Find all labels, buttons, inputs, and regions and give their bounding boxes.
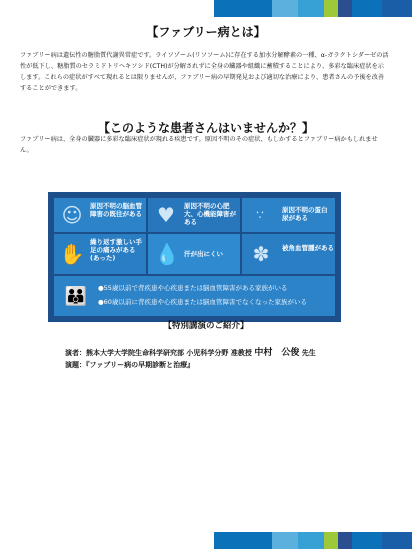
speaker-name: 中村 公俊	[254, 348, 300, 358]
speaker-line	[65, 347, 316, 359]
heart-icon: ♥	[157, 203, 175, 227]
symptom-panel	[48, 192, 341, 322]
urine-drops-icon: ∵	[256, 208, 264, 222]
symptom-cell	[242, 198, 335, 232]
family-history-line-1: ●55歳以前で背疾患や心疾患または脳血管障害がある家族がいる	[98, 284, 288, 292]
body-rash-icon: ✽	[252, 242, 270, 266]
symptom-label: 原因不明の心肥大、心機能障害がある	[184, 202, 236, 226]
lecture-topic: 演題：『ファブリー病の早期診断と治療』	[65, 361, 195, 369]
symptom-cell	[54, 198, 146, 232]
patients-description: ファブリー病は、全身の臓器に多彩な臨床症状が現れる疾患です。原因不明のその症状、もしかするとファブリー病かもしれません。	[20, 136, 378, 154]
symptom-label: 原因不明の脳血管障害の既往がある	[90, 202, 142, 218]
symptom-cell	[148, 198, 240, 232]
bottom-color-bar	[214, 532, 412, 549]
symptom-label: 繰り返す激しい手足の痛みがある(あった)	[90, 238, 142, 262]
speaker-affiliation: 演者：熊本大学大学院生命科学研究部 小児科学分野 准教授	[65, 349, 252, 357]
family-icon: 👪	[64, 285, 88, 307]
family-history-line-2: ●60歳以前に背疾患や心疾患または脳血管障害でなくなった家族がいる	[98, 298, 307, 306]
lecture-section-title: 【特別講演のご紹介】	[163, 321, 249, 331]
fabry-section-title: 【ファブリー病とは】	[146, 25, 266, 39]
hand-pain-icon: ✋	[59, 242, 85, 266]
symptom-cell	[54, 234, 146, 274]
speaker-honorific: 先生	[301, 349, 316, 357]
symptom-label: 汗が出にくい	[184, 250, 223, 258]
patients-section-title: 【このような患者さんはいませんか？】	[97, 121, 314, 135]
top-color-bar	[214, 0, 412, 17]
family-history-cell	[54, 276, 335, 316]
brain-icon: ☺	[61, 203, 83, 227]
sweat-drop-icon: 💧	[154, 242, 180, 266]
symptom-cell	[242, 234, 335, 274]
symptom-label: 被角血管腫がある	[282, 244, 334, 252]
symptom-cell	[148, 234, 240, 274]
lecture-info	[65, 347, 316, 371]
fabry-description: ファブリー病は遺伝性の糖脂質代謝異常症です。ライソゾーム(リソソーム)に存在する加水分解酵素の一種、α-ガラクトシダーゼの活性が低下し、糖脂質のセラミドトリヘキソシド(CTH)が分解されずに全身の臓器や組織に蓄積することにより、多彩な臨床症状を示します。これらの症状がすべて現れるとは限りませんが、ファブリー病の早期発見および適切な治療により、患者さんの予後を改善することができます。	[20, 52, 389, 92]
symptom-label: 原因不明の蛋白尿がある	[282, 206, 328, 222]
